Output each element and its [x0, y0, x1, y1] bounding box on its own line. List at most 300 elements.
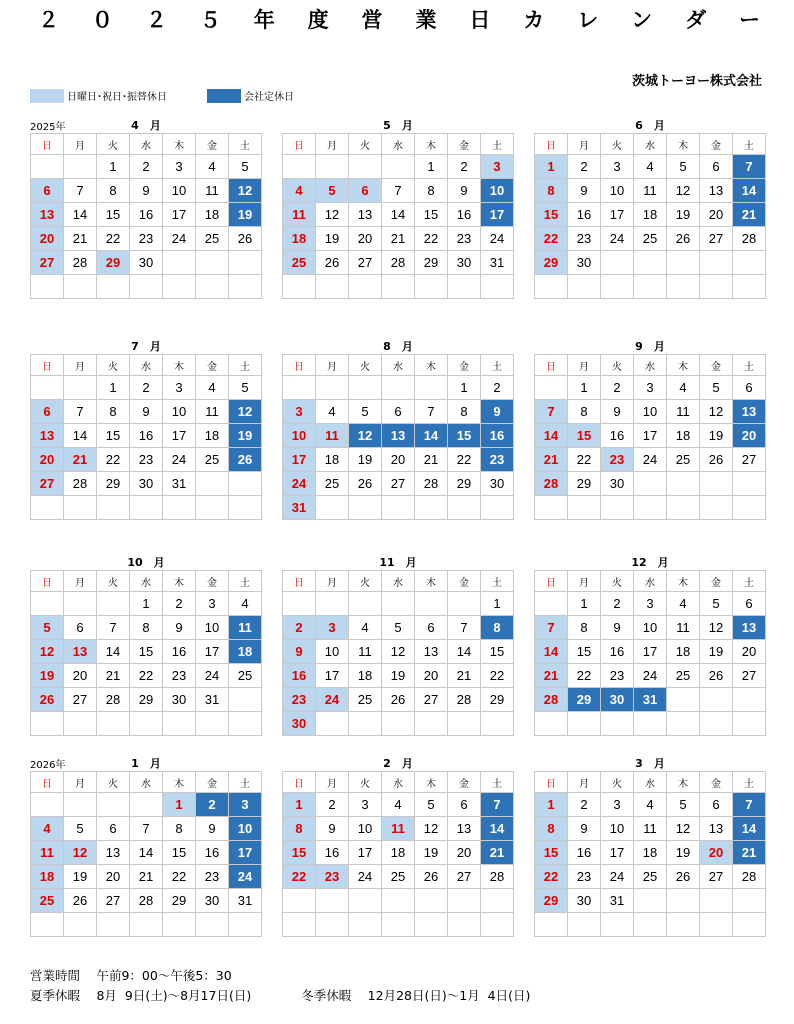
day-cell: 27 — [382, 472, 415, 496]
weekday-header: 月 — [316, 772, 349, 793]
day-cell: 19 — [667, 203, 700, 227]
day-cell: 25 — [229, 664, 262, 688]
day-cell: 4 — [667, 592, 700, 616]
empty-cell — [283, 913, 316, 937]
day-cell: 4 — [316, 400, 349, 424]
day-cell: 18 — [349, 664, 382, 688]
day-cell: 6 — [349, 179, 382, 203]
empty-cell — [382, 155, 415, 179]
week-row — [535, 227, 766, 251]
month-header — [534, 338, 766, 354]
footer — [30, 966, 530, 1006]
day-cell: 22 — [283, 865, 316, 889]
day-cell: 20 — [97, 865, 130, 889]
week-row — [283, 227, 514, 251]
month-header — [534, 755, 766, 771]
day-cell: 6 — [31, 179, 64, 203]
weekday-header: 月 — [568, 772, 601, 793]
empty-cell — [448, 496, 481, 520]
day-cell: 7 — [382, 179, 415, 203]
day-cell: 15 — [130, 640, 163, 664]
empty-cell — [163, 275, 196, 299]
empty-cell — [700, 913, 733, 937]
empty-cell — [229, 688, 262, 712]
month-label: 12 月 — [631, 556, 669, 569]
day-cell: 10 — [163, 400, 196, 424]
day-cell: 10 — [634, 400, 667, 424]
weekday-header: 土 — [733, 355, 766, 376]
day-cell: 5 — [64, 817, 97, 841]
day-cell: 10 — [601, 179, 634, 203]
week-row — [535, 640, 766, 664]
day-cell: 21 — [535, 448, 568, 472]
empty-cell — [97, 913, 130, 937]
empty-cell — [130, 712, 163, 736]
weekday-header: 月 — [568, 571, 601, 592]
empty-cell — [568, 712, 601, 736]
day-cell: 26 — [31, 688, 64, 712]
weekday-header: 木 — [415, 772, 448, 793]
day-cell: 18 — [667, 424, 700, 448]
week-row — [31, 496, 262, 520]
day-cell: 6 — [382, 400, 415, 424]
day-cell: 11 — [229, 616, 262, 640]
day-cell: 4 — [634, 793, 667, 817]
day-cell: 14 — [64, 203, 97, 227]
day-cell: 22 — [568, 448, 601, 472]
day-cell: 3 — [196, 592, 229, 616]
day-cell: 7 — [448, 616, 481, 640]
day-cell: 10 — [349, 817, 382, 841]
day-cell: 2 — [196, 793, 229, 817]
day-cell: 7 — [733, 793, 766, 817]
day-cell: 14 — [481, 817, 514, 841]
empty-cell — [316, 889, 349, 913]
day-cell: 29 — [568, 472, 601, 496]
weekday-header-row — [535, 772, 766, 793]
week-row — [283, 688, 514, 712]
day-cell: 5 — [31, 616, 64, 640]
day-cell: 29 — [97, 251, 130, 275]
day-cell: 12 — [229, 400, 262, 424]
day-cell: 7 — [733, 155, 766, 179]
day-cell: 22 — [481, 664, 514, 688]
day-cell: 14 — [733, 817, 766, 841]
day-cell: 4 — [196, 155, 229, 179]
empty-cell — [601, 251, 634, 275]
title-char: レ — [577, 8, 599, 32]
month-label: 3 月 — [635, 757, 665, 770]
week-row — [283, 865, 514, 889]
day-cell: 12 — [700, 400, 733, 424]
week-row — [535, 793, 766, 817]
week-row — [31, 712, 262, 736]
day-cell: 29 — [481, 688, 514, 712]
empty-cell — [196, 472, 229, 496]
day-cell: 9 — [130, 179, 163, 203]
day-cell: 2 — [481, 376, 514, 400]
week-row — [535, 664, 766, 688]
day-cell: 17 — [634, 424, 667, 448]
day-cell: 25 — [634, 227, 667, 251]
week-row — [283, 889, 514, 913]
empty-cell — [601, 496, 634, 520]
day-cell: 5 — [349, 400, 382, 424]
empty-cell — [700, 688, 733, 712]
day-cell: 8 — [448, 400, 481, 424]
day-cell: 15 — [415, 203, 448, 227]
week-row — [31, 424, 262, 448]
day-cell: 24 — [316, 688, 349, 712]
day-cell: 30 — [163, 688, 196, 712]
weekday-header: 土 — [733, 134, 766, 155]
day-cell: 20 — [700, 841, 733, 865]
day-cell: 21 — [535, 664, 568, 688]
day-cell: 5 — [667, 155, 700, 179]
day-cell: 16 — [283, 664, 316, 688]
weekday-header: 月 — [316, 134, 349, 155]
week-row — [283, 712, 514, 736]
day-cell: 24 — [229, 865, 262, 889]
day-cell: 9 — [196, 817, 229, 841]
empty-cell — [568, 496, 601, 520]
day-cell: 8 — [97, 179, 130, 203]
weekday-header: 木 — [415, 355, 448, 376]
weekday-header: 土 — [481, 134, 514, 155]
weekday-header: 水 — [130, 772, 163, 793]
day-cell: 21 — [64, 227, 97, 251]
empty-cell — [700, 889, 733, 913]
day-cell: 23 — [568, 227, 601, 251]
week-row — [31, 616, 262, 640]
week-row — [283, 616, 514, 640]
weekday-header: 土 — [229, 772, 262, 793]
weekday-header: 土 — [481, 355, 514, 376]
month-header — [30, 117, 262, 133]
week-row — [535, 424, 766, 448]
empty-cell — [163, 712, 196, 736]
week-row — [31, 376, 262, 400]
day-cell: 4 — [634, 155, 667, 179]
day-cell: 19 — [229, 203, 262, 227]
week-row — [283, 275, 514, 299]
day-cell: 21 — [64, 448, 97, 472]
day-cell: 17 — [163, 424, 196, 448]
empty-cell — [163, 251, 196, 275]
day-cell: 16 — [568, 203, 601, 227]
day-cell: 12 — [667, 179, 700, 203]
weekday-header: 火 — [97, 355, 130, 376]
day-cell: 28 — [448, 688, 481, 712]
empty-cell — [733, 251, 766, 275]
day-cell: 6 — [97, 817, 130, 841]
day-cell: 13 — [97, 841, 130, 865]
empty-cell — [415, 275, 448, 299]
day-cell: 19 — [316, 227, 349, 251]
empty-cell — [601, 275, 634, 299]
week-row — [283, 251, 514, 275]
day-cell: 23 — [163, 664, 196, 688]
day-cell: 27 — [700, 865, 733, 889]
day-cell: 23 — [130, 227, 163, 251]
empty-cell — [733, 889, 766, 913]
day-cell: 22 — [130, 664, 163, 688]
day-cell: 27 — [349, 251, 382, 275]
day-cell: 1 — [568, 592, 601, 616]
day-cell: 4 — [382, 793, 415, 817]
weekday-header: 木 — [667, 355, 700, 376]
empty-cell — [667, 913, 700, 937]
weekday-header-row — [283, 571, 514, 592]
empty-cell — [382, 592, 415, 616]
day-cell: 3 — [163, 155, 196, 179]
day-cell: 16 — [601, 640, 634, 664]
day-cell: 5 — [415, 793, 448, 817]
day-cell: 28 — [733, 865, 766, 889]
day-cell: 26 — [229, 227, 262, 251]
weekday-header: 日 — [535, 355, 568, 376]
day-cell: 12 — [667, 817, 700, 841]
day-cell: 28 — [535, 472, 568, 496]
day-cell: 29 — [97, 472, 130, 496]
day-cell: 12 — [64, 841, 97, 865]
week-row — [283, 496, 514, 520]
day-cell: 22 — [535, 865, 568, 889]
day-cell: 3 — [481, 155, 514, 179]
week-row — [283, 472, 514, 496]
weekday-header: 火 — [601, 571, 634, 592]
month-header — [282, 117, 514, 133]
day-cell: 17 — [601, 841, 634, 865]
month-header — [534, 554, 766, 570]
weekday-header-row — [283, 134, 514, 155]
week-row — [283, 913, 514, 937]
day-cell: 22 — [163, 865, 196, 889]
day-cell: 1 — [535, 155, 568, 179]
day-cell: 3 — [634, 376, 667, 400]
day-cell: 13 — [31, 424, 64, 448]
day-cell: 6 — [733, 592, 766, 616]
weekday-header: 土 — [229, 571, 262, 592]
empty-cell — [316, 496, 349, 520]
day-cell: 27 — [733, 664, 766, 688]
legend — [30, 88, 340, 103]
week-row — [283, 817, 514, 841]
day-cell: 2 — [448, 155, 481, 179]
week-row — [535, 448, 766, 472]
day-cell: 3 — [601, 793, 634, 817]
month-header — [30, 755, 262, 771]
day-cell: 29 — [163, 889, 196, 913]
month-calendar — [534, 554, 766, 736]
day-cell: 18 — [382, 841, 415, 865]
empty-cell — [130, 496, 163, 520]
day-cell: 11 — [316, 424, 349, 448]
empty-cell — [97, 275, 130, 299]
month-header — [30, 554, 262, 570]
day-cell: 22 — [535, 227, 568, 251]
day-cell: 1 — [481, 592, 514, 616]
week-row — [31, 664, 262, 688]
day-cell: 9 — [448, 179, 481, 203]
day-cell: 14 — [415, 424, 448, 448]
empty-cell — [733, 913, 766, 937]
weekday-header: 金 — [700, 134, 733, 155]
day-cell: 17 — [349, 841, 382, 865]
day-cell: 21 — [130, 865, 163, 889]
weekday-header: 土 — [481, 772, 514, 793]
weekday-header: 水 — [130, 355, 163, 376]
week-row — [283, 793, 514, 817]
day-cell: 17 — [481, 203, 514, 227]
holiday-swatch — [30, 89, 64, 103]
day-cell: 31 — [601, 889, 634, 913]
weekday-header: 金 — [196, 772, 229, 793]
month-calendar — [30, 117, 262, 299]
empty-cell — [349, 155, 382, 179]
week-row — [31, 179, 262, 203]
day-cell: 12 — [700, 616, 733, 640]
weekday-header: 日 — [535, 772, 568, 793]
empty-cell — [196, 496, 229, 520]
day-cell: 17 — [316, 664, 349, 688]
day-cell: 22 — [568, 664, 601, 688]
day-cell: 4 — [283, 179, 316, 203]
weekday-header: 水 — [634, 571, 667, 592]
day-cell: 2 — [130, 376, 163, 400]
weekday-header: 火 — [349, 134, 382, 155]
week-row — [283, 424, 514, 448]
empty-cell — [481, 889, 514, 913]
month-label: 1 月 — [131, 757, 161, 770]
year-label: 2025年 — [30, 122, 66, 133]
day-cell: 13 — [415, 640, 448, 664]
day-cell: 19 — [64, 865, 97, 889]
empty-cell — [415, 889, 448, 913]
day-cell: 7 — [64, 400, 97, 424]
weekday-header: 金 — [448, 134, 481, 155]
month-header — [30, 338, 262, 354]
day-cell: 24 — [163, 448, 196, 472]
weekday-header: 日 — [283, 772, 316, 793]
empty-cell — [31, 793, 64, 817]
week-row — [535, 592, 766, 616]
day-cell: 11 — [382, 817, 415, 841]
week-row — [535, 275, 766, 299]
day-cell: 14 — [64, 424, 97, 448]
day-cell: 1 — [568, 376, 601, 400]
week-row — [31, 472, 262, 496]
winter-holiday: 冬季休暇 12月28日(日)～1月 4日(日) — [301, 988, 531, 1003]
empty-cell — [196, 251, 229, 275]
day-cell: 5 — [700, 592, 733, 616]
empty-cell — [382, 913, 415, 937]
empty-cell — [601, 712, 634, 736]
day-cell: 15 — [97, 424, 130, 448]
weekday-header: 金 — [448, 571, 481, 592]
day-cell: 5 — [229, 155, 262, 179]
day-cell: 10 — [316, 640, 349, 664]
day-cell: 20 — [31, 227, 64, 251]
empty-cell — [97, 496, 130, 520]
weekday-header: 金 — [448, 772, 481, 793]
title-char: ダ — [685, 8, 707, 32]
day-cell: 26 — [382, 688, 415, 712]
day-cell: 9 — [283, 640, 316, 664]
day-cell: 15 — [481, 640, 514, 664]
day-cell: 15 — [568, 424, 601, 448]
day-cell: 8 — [568, 616, 601, 640]
day-cell: 23 — [481, 448, 514, 472]
title-char: 年 — [253, 8, 275, 32]
day-cell: 15 — [448, 424, 481, 448]
day-cell: 13 — [733, 616, 766, 640]
day-cell: 4 — [196, 376, 229, 400]
day-cell: 2 — [130, 155, 163, 179]
week-row — [31, 592, 262, 616]
empty-cell — [733, 275, 766, 299]
empty-cell — [667, 275, 700, 299]
weekday-header: 土 — [481, 571, 514, 592]
empty-cell — [733, 496, 766, 520]
weekday-header: 火 — [601, 134, 634, 155]
empty-cell — [349, 889, 382, 913]
weekday-header: 金 — [196, 134, 229, 155]
day-cell: 22 — [415, 227, 448, 251]
week-row — [31, 227, 262, 251]
empty-cell — [64, 913, 97, 937]
empty-cell — [64, 376, 97, 400]
day-cell: 12 — [316, 203, 349, 227]
day-cell: 11 — [196, 179, 229, 203]
day-cell: 28 — [97, 688, 130, 712]
empty-cell — [700, 496, 733, 520]
empty-cell — [634, 496, 667, 520]
day-cell: 9 — [316, 817, 349, 841]
day-cell: 9 — [130, 400, 163, 424]
day-cell: 21 — [97, 664, 130, 688]
day-cell: 24 — [481, 227, 514, 251]
day-cell: 6 — [64, 616, 97, 640]
day-cell: 24 — [283, 472, 316, 496]
empty-cell — [31, 913, 64, 937]
empty-cell — [316, 155, 349, 179]
day-cell: 18 — [634, 203, 667, 227]
empty-cell — [229, 712, 262, 736]
day-cell: 11 — [634, 179, 667, 203]
week-row — [283, 400, 514, 424]
empty-cell — [634, 712, 667, 736]
empty-cell — [733, 688, 766, 712]
day-cell: 1 — [97, 155, 130, 179]
weekday-header: 木 — [415, 134, 448, 155]
empty-cell — [64, 592, 97, 616]
day-cell: 9 — [568, 817, 601, 841]
day-cell: 15 — [163, 841, 196, 865]
day-cell: 17 — [196, 640, 229, 664]
day-cell: 9 — [601, 400, 634, 424]
weekday-header: 水 — [382, 571, 415, 592]
empty-cell — [229, 472, 262, 496]
weekday-header-row — [535, 355, 766, 376]
day-cell: 17 — [283, 448, 316, 472]
legend-company-off-label: 会社定休日 — [244, 92, 294, 103]
day-cell: 25 — [382, 865, 415, 889]
day-cell: 6 — [415, 616, 448, 640]
day-cell: 24 — [601, 865, 634, 889]
weekday-header-row — [31, 355, 262, 376]
day-cell: 16 — [163, 640, 196, 664]
